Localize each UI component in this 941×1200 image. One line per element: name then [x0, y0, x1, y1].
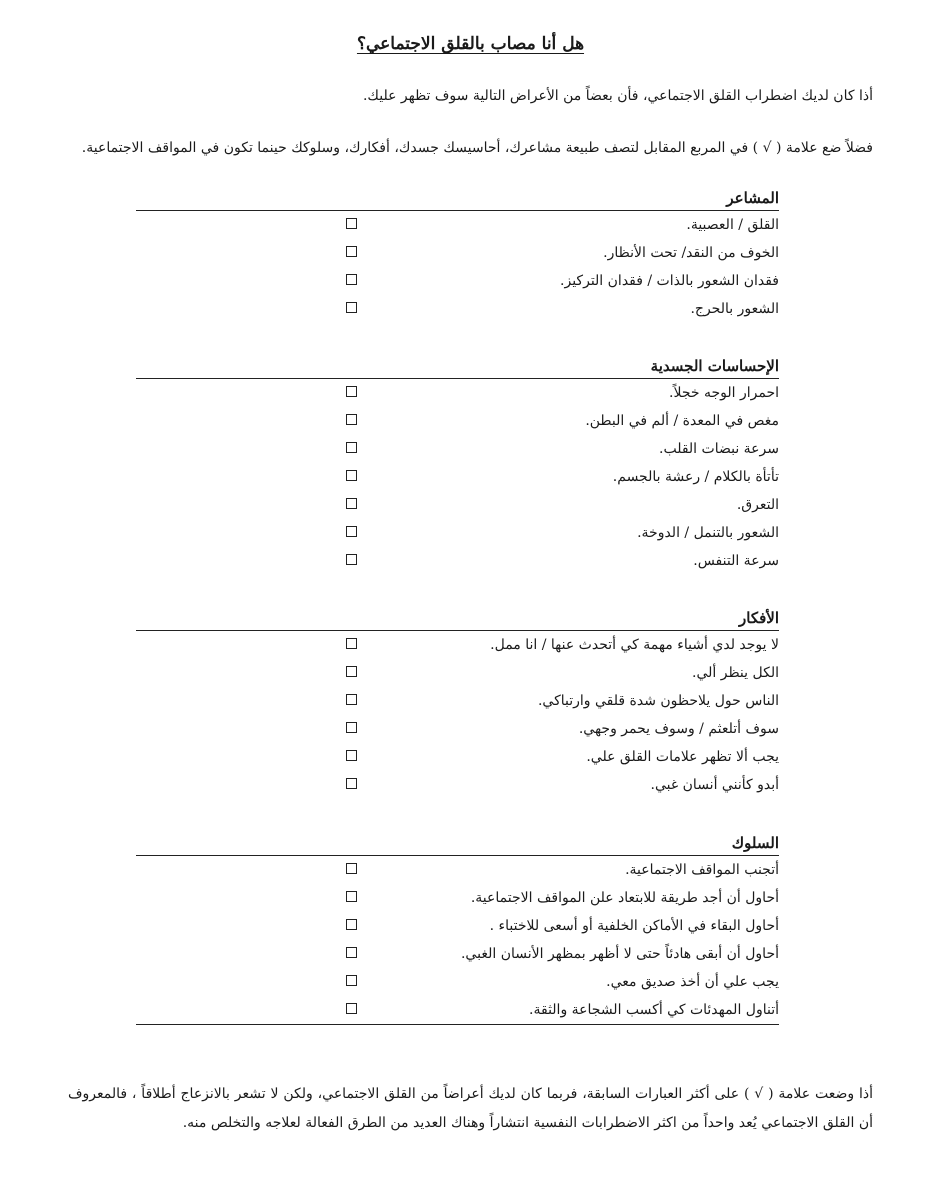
list-item	[136, 659, 779, 687]
list-item	[136, 771, 779, 799]
item-list	[136, 856, 779, 1025]
item-label: الناس حول يلاحظون شدة قلقي وارتباكي.	[537, 693, 779, 709]
checkbox[interactable]	[346, 750, 357, 761]
list-item	[136, 379, 779, 407]
list-item	[136, 996, 779, 1024]
item-label: سرعة نبضات القلب.	[659, 441, 779, 457]
item-label: أتناول المهدئات كي أكسب الشجاعة والثقة.	[529, 1002, 779, 1018]
section-thoughts	[136, 606, 779, 799]
item-list	[136, 631, 779, 799]
list-item	[136, 884, 779, 912]
intro-line-2: فضلاً ضع علامة ( √ ) في المربع المقابل لتصف طبيعة مشاعرك، أحاسيسك جسدك، أفكارك، وسلوكك حينما تكون في المواقف الاجتماعية.	[81, 140, 873, 156]
checkbox[interactable]	[346, 526, 357, 537]
list-item	[136, 267, 779, 295]
item-label: مغص في المعدة / ألم في البطن.	[585, 413, 779, 429]
checkbox[interactable]	[346, 414, 357, 425]
checkbox[interactable]	[346, 386, 357, 397]
checkbox[interactable]	[346, 778, 357, 789]
item-list	[136, 211, 779, 323]
item-label: الشعور بالحرج.	[690, 301, 779, 317]
list-item	[136, 491, 779, 519]
list-item	[136, 912, 779, 940]
item-label: سوف أتلعثم / وسوف يحمر وجهي.	[578, 721, 779, 737]
item-label: أحاول أن أجد طريقة للابتعاد علن المواقف الاجتماعية.	[470, 890, 779, 906]
checkbox[interactable]	[346, 722, 357, 733]
list-item	[136, 435, 779, 463]
item-label: أحاول أن أبقى هادئاً حتى لا أظهر بمظهر الأنسان الغبي.	[460, 946, 779, 962]
item-label: يجب علي أن أخذ صديق معي.	[606, 974, 779, 990]
checkbox[interactable]	[346, 947, 357, 958]
section-behavior	[136, 831, 779, 1025]
section-heading: المشاعر	[136, 186, 779, 211]
list-item	[136, 239, 779, 267]
list-item	[136, 631, 779, 659]
list-item	[136, 547, 779, 575]
checkbox[interactable]	[346, 919, 357, 930]
checkbox[interactable]	[346, 498, 357, 509]
section-heading: الإحساسات الجسدية	[136, 354, 779, 379]
item-label: يجب ألا تظهر علامات القلق علي.	[586, 749, 779, 765]
checkbox[interactable]	[346, 1003, 357, 1014]
checkbox[interactable]	[346, 442, 357, 453]
item-label: الشعور بالتنمل / الدوخة.	[637, 525, 779, 541]
list-item	[136, 743, 779, 771]
list-item	[136, 407, 779, 435]
checkbox[interactable]	[346, 975, 357, 986]
item-label: أحاول البقاء في الأماكن الخلفية أو أسعى للاختباء .	[489, 918, 779, 934]
list-item	[136, 519, 779, 547]
checkbox[interactable]	[346, 863, 357, 874]
item-label: فقدان الشعور بالذات / فقدان التركيز.	[560, 273, 779, 289]
section-heading: الأفكار	[136, 606, 779, 631]
item-label: أتجنب المواقف الاجتماعية.	[625, 862, 779, 878]
section-feelings	[136, 186, 779, 323]
list-item	[136, 295, 779, 323]
item-label: التعرق.	[736, 497, 779, 513]
item-label: القلق / العصبية.	[686, 217, 779, 233]
list-item	[136, 687, 779, 715]
item-label: تأتأة بالكلام / رعشة بالجسم.	[612, 469, 779, 485]
checkbox[interactable]	[346, 638, 357, 649]
list-item	[136, 968, 779, 996]
section-heading: السلوك	[136, 831, 779, 856]
item-label: احمرار الوجه خجلاً.	[669, 385, 779, 401]
section-physical-sensations	[136, 354, 779, 575]
list-item	[136, 463, 779, 491]
item-label: الخوف من النقد/ تحت الأنظار.	[603, 245, 779, 261]
item-label: سرعة التنفس.	[693, 553, 779, 569]
checkbox[interactable]	[346, 470, 357, 481]
footer-paragraph: أذا وضعت علامة ( √ ) على أكثر العبارات السابقة، فربما كان لديك أعراضاً من القلق الاجتماعي، ولكن لا تشعر بالانزعاج أطلاقاً ، فالمعروف أن القلق الاجتماعي يُعد واحداً من اكثر الاضطرابات النفسية انتشاراً وهناك العديد من الطرق الفعالة لعلاجه والتخلص منه.	[68, 1086, 873, 1131]
checkbox[interactable]	[346, 891, 357, 902]
checkbox[interactable]	[346, 274, 357, 285]
item-label: لا يوجد لدي أشياء مهمة كي أتحدث عنها / انا ممل.	[490, 637, 779, 653]
checkbox[interactable]	[346, 666, 357, 677]
item-label: أبدو كأنني أنسان غبي.	[650, 777, 779, 793]
item-list	[136, 379, 779, 575]
checkbox[interactable]	[346, 554, 357, 565]
checkbox[interactable]	[346, 246, 357, 257]
item-label: الكل ينظر ألي.	[692, 665, 779, 681]
page-title: هل أنا مصاب بالقلق الاجتماعي؟	[356, 34, 585, 54]
list-item	[136, 940, 779, 968]
checkbox[interactable]	[346, 218, 357, 229]
checkbox[interactable]	[346, 694, 357, 705]
checkbox[interactable]	[346, 302, 357, 313]
list-item	[136, 715, 779, 743]
intro-line-1: أذا كان لديك اضطراب القلق الاجتماعي، فأن بعضاً من الأعراض التالية سوف تظهر عليك.	[362, 88, 873, 104]
list-item	[136, 211, 779, 239]
list-item	[136, 856, 779, 884]
